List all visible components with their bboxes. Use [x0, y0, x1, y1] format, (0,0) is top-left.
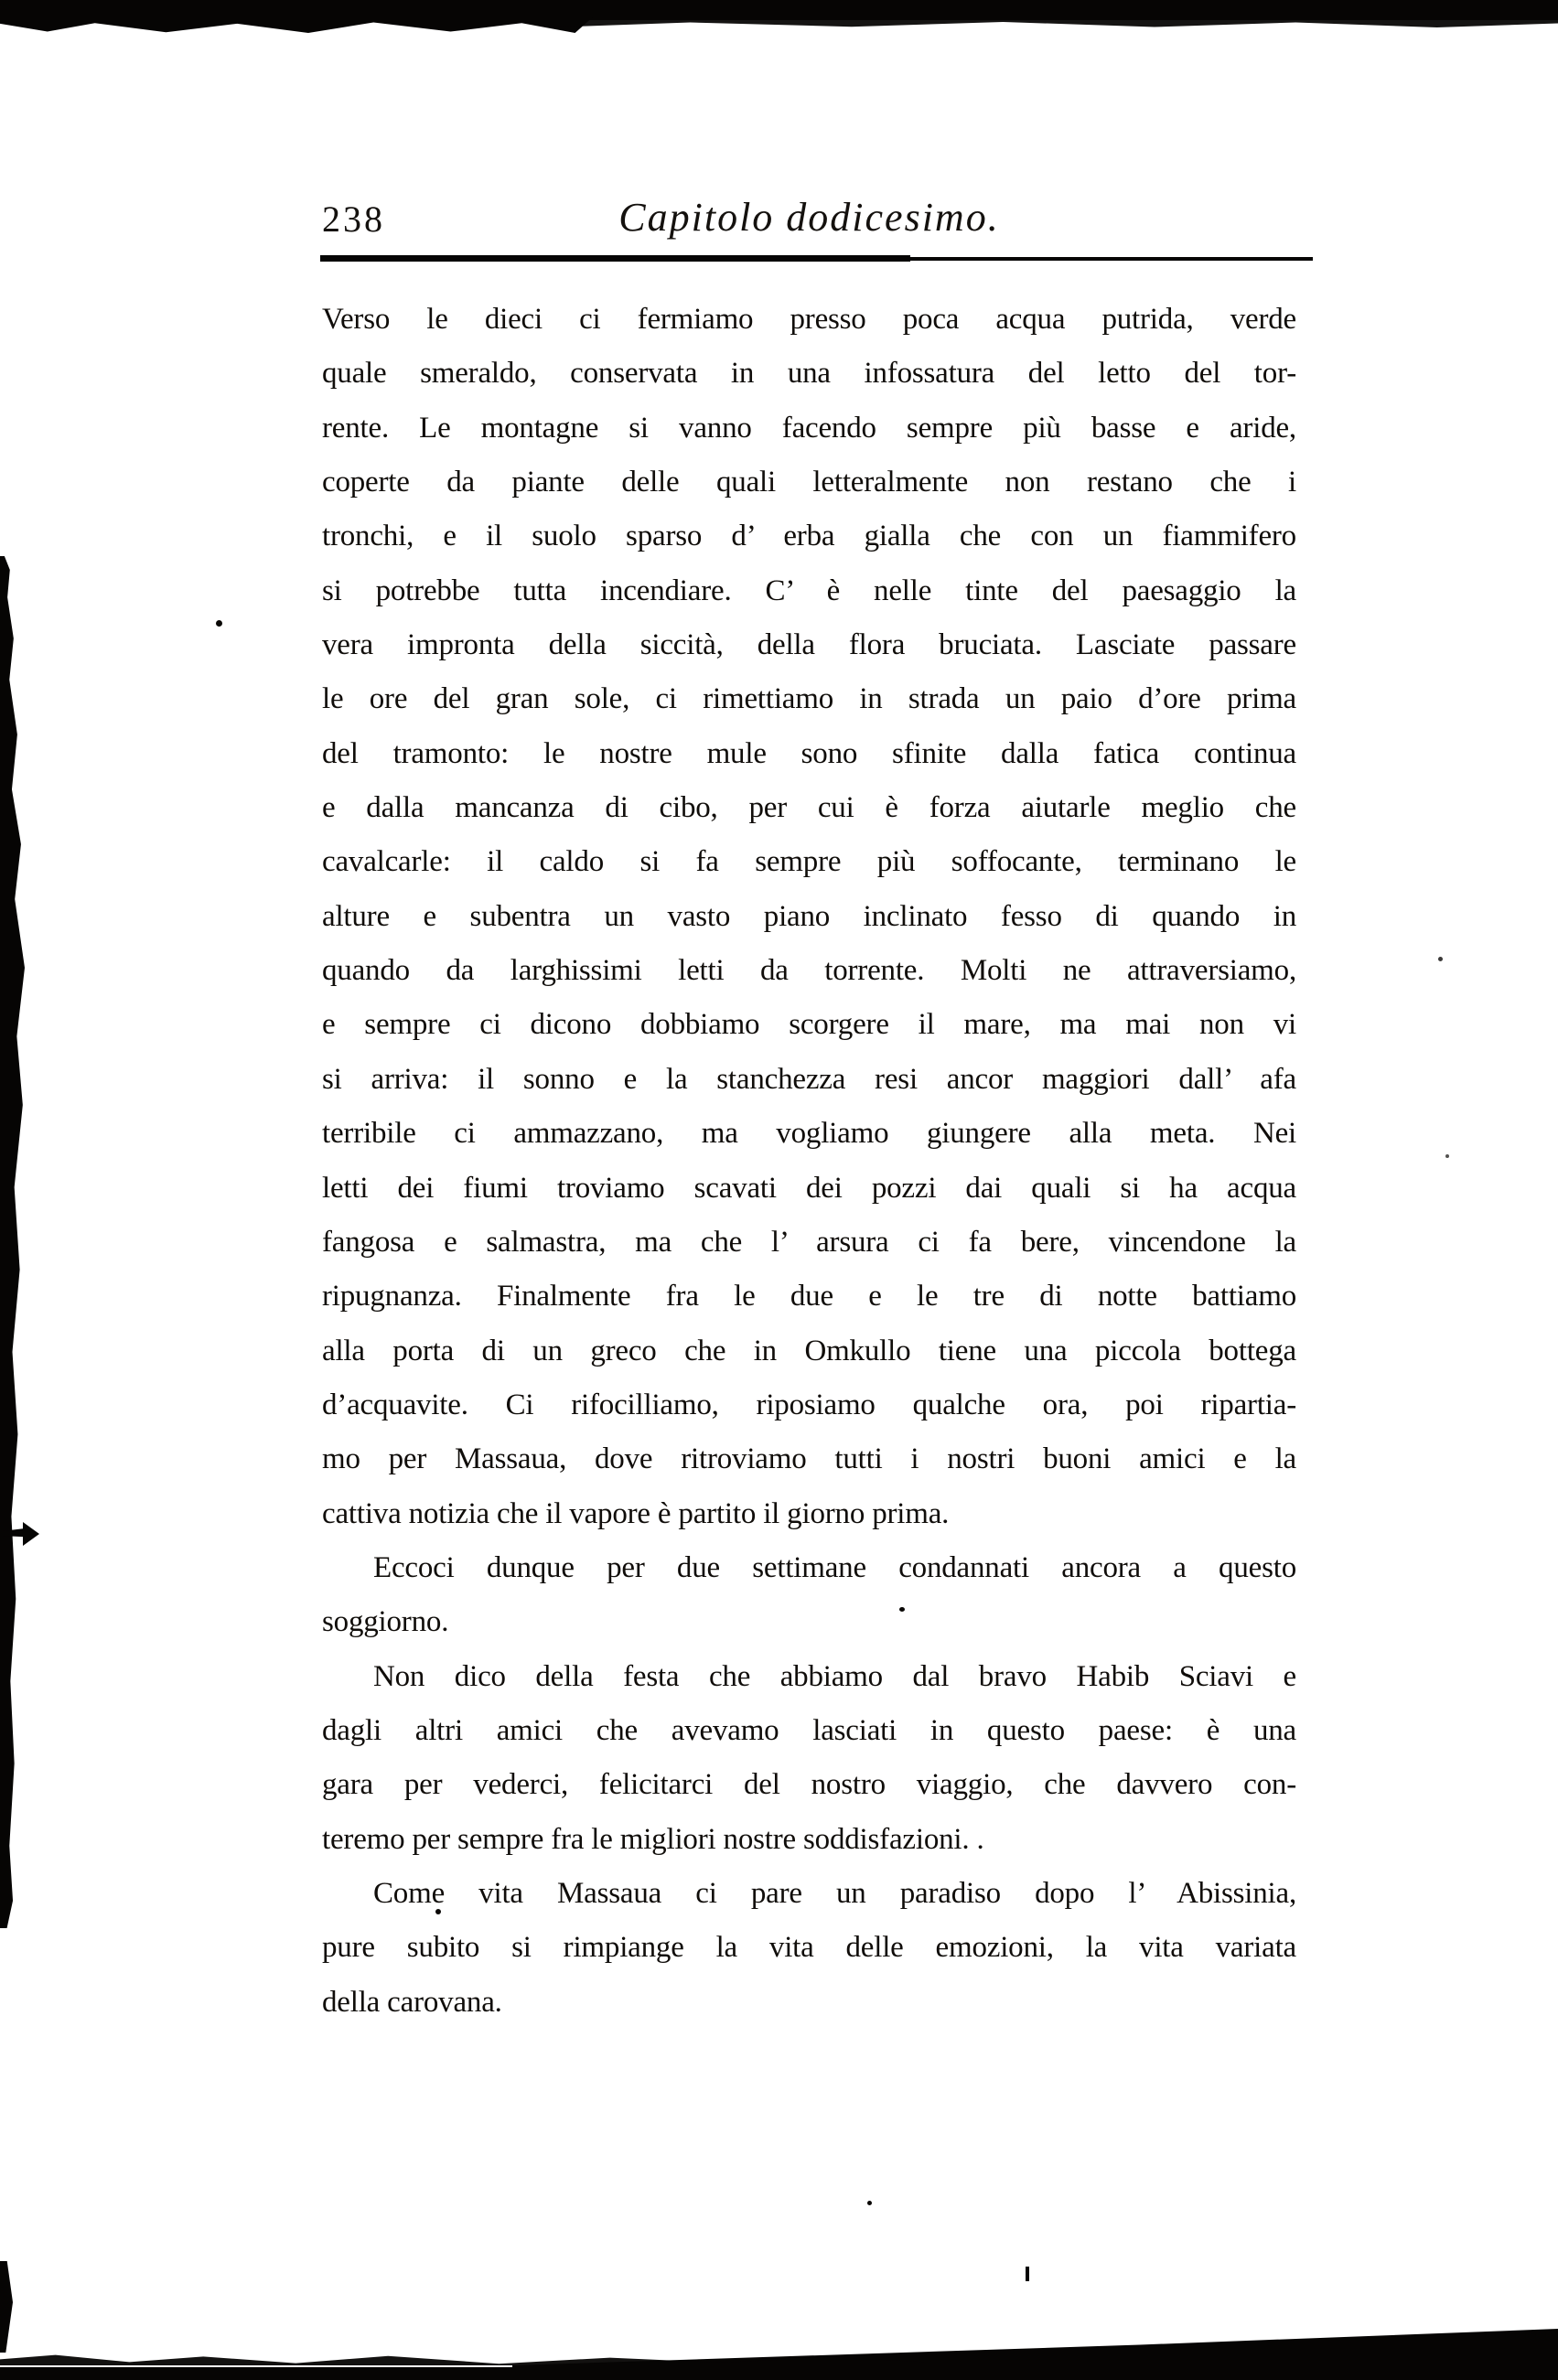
running-header: Capitolo dodicesimo.: [618, 195, 1000, 240]
paragraph: [322, 293, 1296, 1541]
scan-artifact-tick: [1026, 2267, 1029, 2281]
body-text: [322, 293, 1296, 2030]
text-line: soggiorno.: [322, 1605, 449, 1639]
text-line: vera impronta della siccità, della flora bruciata. Lasciate passare: [322, 628, 1296, 662]
text-line: cavalcarle: il caldo si fa sempre più soffocante, terminano le: [322, 845, 1296, 879]
text-line: Eccoci dunque per due settimane condannati ancora a questo: [373, 1550, 1296, 1584]
page-number: 238: [322, 198, 385, 240]
header-rule: [320, 255, 910, 262]
text-line: teremo per sempre fra le migliori nostre soddisfazioni. .: [322, 1822, 984, 1856]
text-line: della carovana.: [322, 1985, 502, 2019]
text-line: fangosa e salmastra, ma che l’ arsura ci fa bere, vincendone la: [322, 1225, 1296, 1259]
scan-artifact-left-streak: [0, 556, 25, 1928]
text-line: e sempre ci dicono dobbiamo scorgere il mare, ma mai non vi: [322, 1008, 1296, 1042]
text-line: del tramonto: le nostre mule sono sfinite dalla fatica continua: [322, 736, 1296, 770]
paragraph: [322, 1541, 1296, 1650]
text-line: coperte da piante delle quali letteralmente non restano che i: [322, 466, 1296, 499]
ink-speck: [1445, 1154, 1449, 1158]
text-line: Come vita Massaua ci pare un paradiso dopo l’ Abissinia,: [373, 1876, 1296, 1910]
text-line: letti dei fiumi troviamo scavati dei pozzi dai quali si ha acqua: [322, 1171, 1296, 1205]
paragraph: [322, 1650, 1296, 1867]
text-line: quale smeraldo, conservata in una infossatura del letto del tor-: [322, 357, 1296, 391]
text-line: alture e subentra un vasto piano inclinato fesso di quando in: [322, 899, 1296, 933]
scan-artifact-bottom-corner: [0, 2261, 13, 2353]
text-line: ripugnanza. Finalmente fra le due e le tre di notte battiamo: [322, 1280, 1296, 1313]
header-rule-thin: [910, 257, 1313, 261]
text-line: e dalla mancanza di cibo, per cui è forza aiutarle meglio che: [322, 791, 1296, 825]
text-line: d’acquavite. Ci rifocilliamo, riposiamo qualche ora, poi ripartia-: [322, 1388, 1296, 1421]
ink-speck: [867, 2201, 872, 2205]
text-line: pure subito si rimpiange la vita delle emozioni, la vita variata: [322, 1931, 1296, 1965]
text-line: rente. Le montagne si vanno facendo sempre più basse e aride,: [322, 411, 1296, 445]
paragraph: [322, 1867, 1296, 2030]
text-line: terribile ci ammazzano, ma vogliamo giungere alla meta. Nei: [322, 1117, 1296, 1151]
ink-speck: [1438, 957, 1443, 961]
scan-artifact-top-tail: [549, 18, 1558, 27]
text-line: Non dico della festa che abbiamo dal bravo Habib Sciavi e: [373, 1659, 1296, 1693]
text-line: le ore del gran sole, ci rimettiamo in strada un paio d’ore prima: [322, 682, 1296, 716]
scan-artifact-bottom-wedge: [512, 2329, 1558, 2375]
text-line: quando da larghissimi letti da torrente. Molti ne attraversiamo,: [322, 954, 1296, 988]
ink-speck: [216, 620, 222, 627]
text-line: si arriva: il sonno e la stanchezza resi ancor maggiori dall’ afa: [322, 1062, 1296, 1096]
text-line: cattiva notizia che il vapore è partito il giorno prima.: [322, 1496, 950, 1530]
text-line: dagli altri amici che avevamo lasciati in questo paese: è una: [322, 1713, 1296, 1747]
text-line: Verso le dieci ci fermiamo presso poca acqua putrida, verde: [322, 303, 1296, 336]
scan-artifact-bottom-dashes: [0, 2354, 924, 2365]
text-line: alla porta di un greco che in Omkullo tiene una piccola bottega: [322, 1334, 1296, 1367]
text-line: si potrebbe tutta incendiare. C’ è nelle tinte del paesaggio la: [322, 574, 1296, 607]
text-line: gara per vederci, felicitarci del nostro viaggio, che davvero con-: [322, 1768, 1296, 1802]
text-line: tronchi, e il suolo sparso d’ erba gialla che con un fiammifero: [322, 520, 1296, 553]
text-line: mo per Massaua, dove ritroviamo tutti i nostri buoni amici e la: [322, 1442, 1296, 1476]
scan-artifact-top-left: [0, 0, 593, 33]
